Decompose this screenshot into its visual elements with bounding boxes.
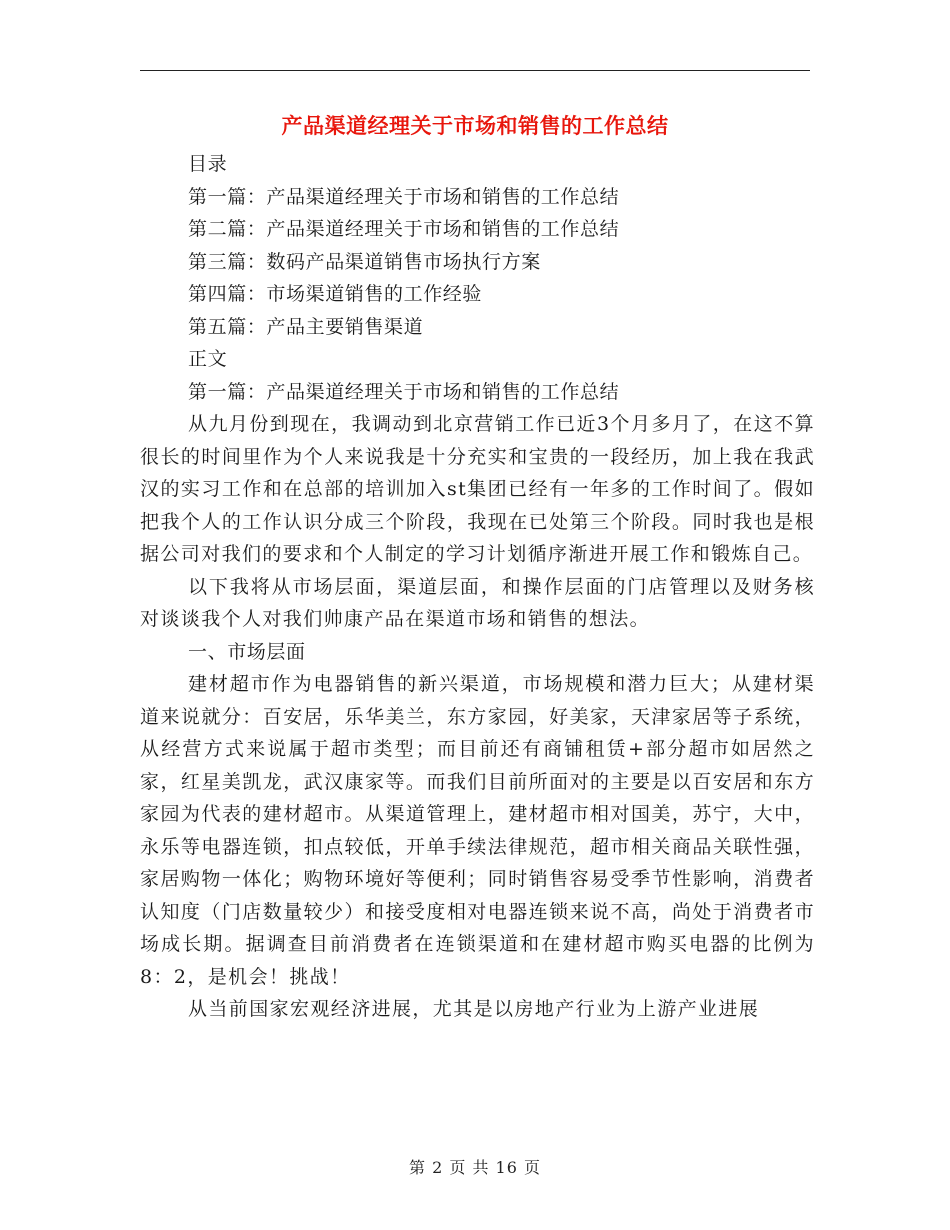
paragraph: 从九月份到现在，我调动到北京营销工作已近3个月多月了，在这不算很长的时间里作为个人来说我是十分充实和宝贵的一段经历，加上我在我武汉的实习工作和在总部的培训加入st集团已经有一年多的工作时间了。假如把我个人的工作认识分成三个阶段，我现在已处第三个阶段。同时我也是根据公司对我们的要求和个人制定的学习计划循序渐进开展工作和锻炼自己。 [140,413,815,565]
paragraph: 建材超市作为电器销售的新兴渠道，市场规模和潜力巨大；从建材渠道来说就分：百安居，乐华美兰，东方家园，好美家，天津家居等子系统，从经营方式来说属于超市类型；而目前还有商铺租赁+部分超市如居然之家，红星美凯龙，武汉康家等。而我们目前所面对的主要是以百安居和东方家园为代表的建材超市。从渠道管理上，建材超市相对国美，苏宁，大中，永乐等电器连锁，扣点较低，开单手续法律规范，超市相关商品关联性强，家居购物一体化；购物环境好等便利；同时销售容易受季节性影响，消费者认知度（门店数量较少）和接受度相对电器连锁来说不高，尚处于消费者市场成长期。据调查目前消费者在连锁渠道和在建材超市购买电器的比例为8：2，是机会！挑战！ [140,673,815,988]
toc-item: 第四篇：市场渠道销售的工作经验 [188,283,483,305]
toc-item: 第二篇：产品渠道经理关于市场和销售的工作总结 [188,218,620,240]
document-title: 产品渠道经理关于市场和销售的工作总结 [281,114,669,138]
page-number: 第 2 页 共 16 页 [409,1158,541,1177]
body-heading: 正文 [188,348,228,370]
toc-item: 第三篇：数码产品渠道销售市场执行方案 [188,250,541,273]
chapter-title: 第一篇：产品渠道经理关于市场和销售的工作总结 [188,380,620,403]
section-heading: 一、市场层面 [188,640,306,663]
document-body [140,148,815,1026]
toc-item: 第一篇：产品渠道经理关于市场和销售的工作总结 [188,185,620,208]
toc-heading: 目录 [188,153,228,175]
header-rule [140,70,810,71]
paragraph: 从当前国家宏观经济进展，尤其是以房地产行业为上游产业进展 [188,998,760,1020]
paragraph: 以下我将从市场层面，渠道层面，和操作层面的门店管理以及财务核对谈谈我个人对我们帅康产品在渠道市场和销售的想法。 [140,575,815,630]
toc-item: 第五篇：产品主要销售渠道 [188,315,424,338]
